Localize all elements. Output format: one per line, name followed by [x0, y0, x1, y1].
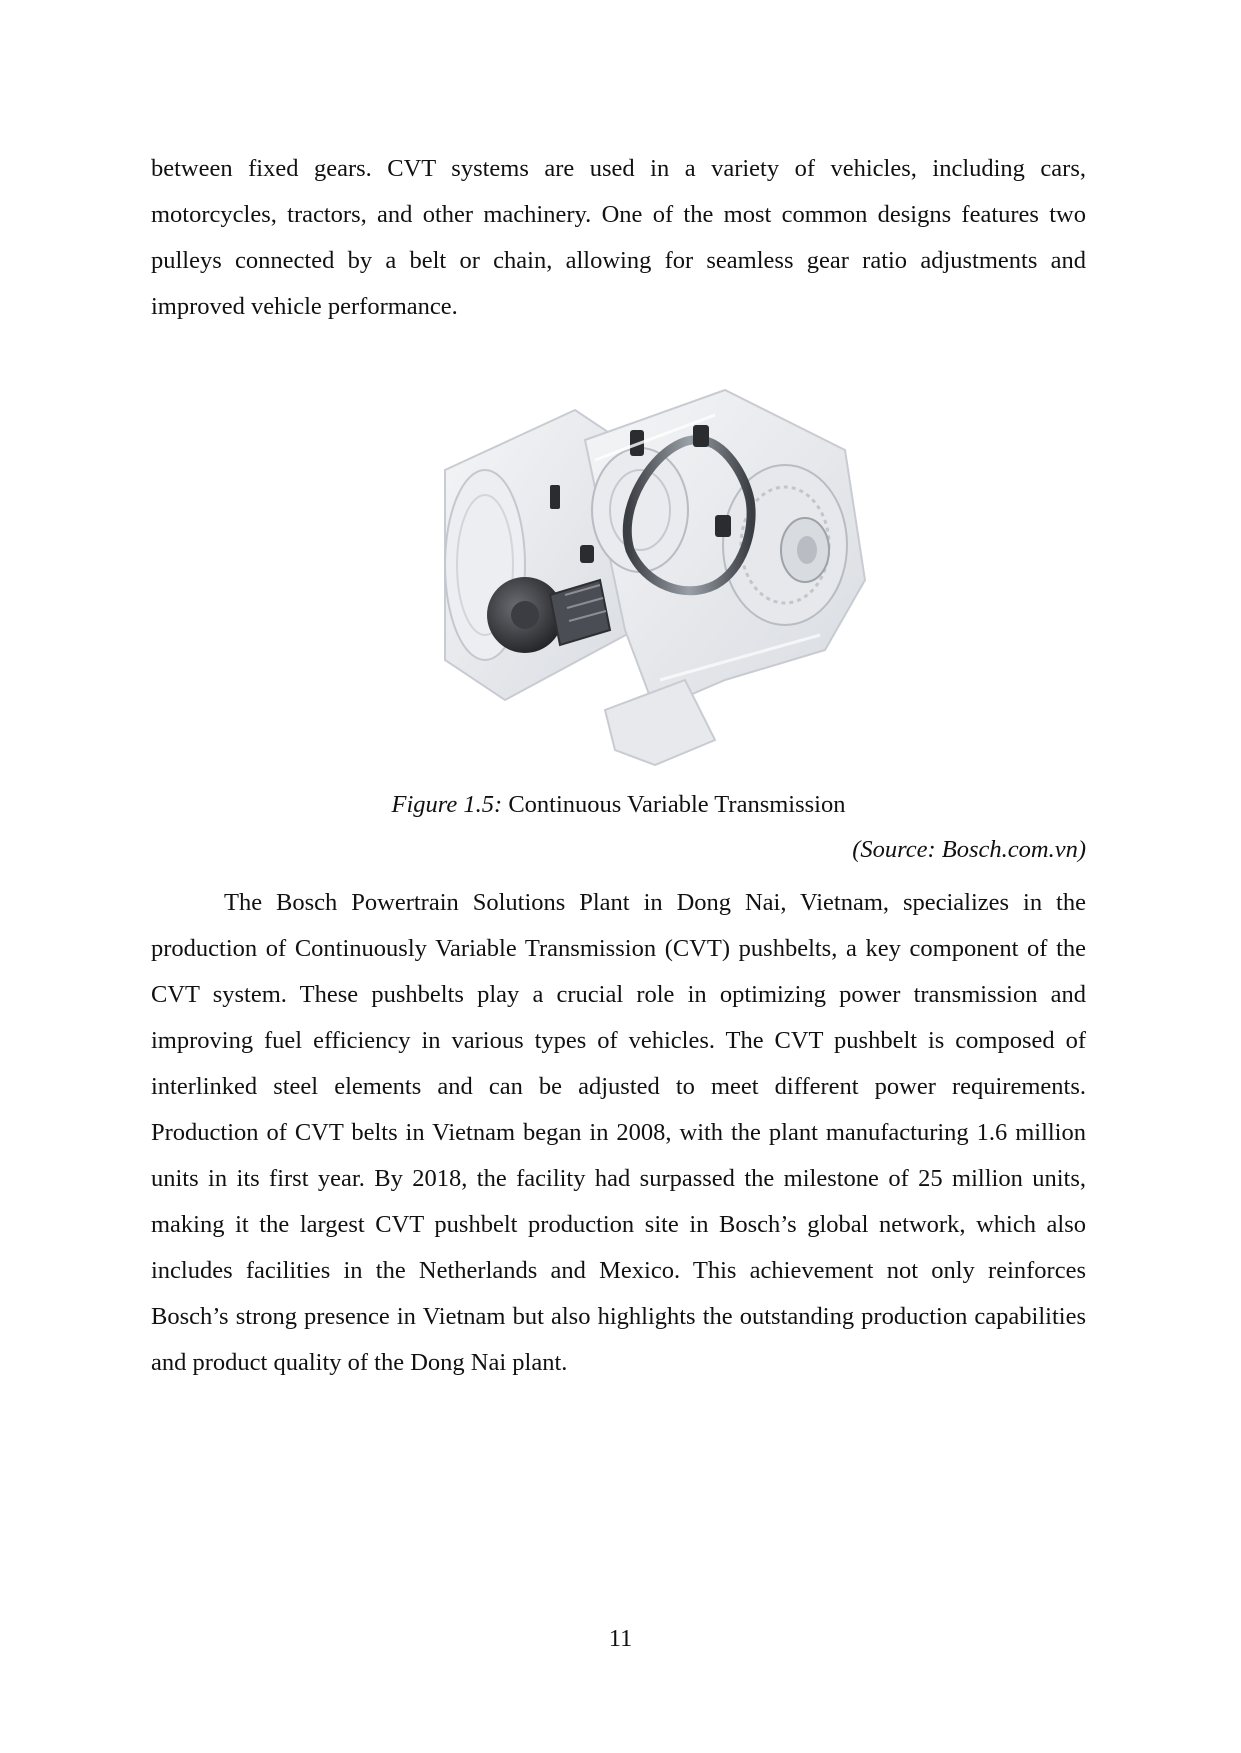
figure-source: (Source: Bosch.com.vn): [852, 836, 1086, 863]
cvt-transmission-image: [425, 380, 875, 770]
paragraph-bosch-plant: The Bosch Powertrain Solutions Plant in Dong Nai, Vietnam, specializes in the production of Continuously Variable Transmission (CVT) pushbelts, a key component of the CVT system. These pushbelts play a crucial role in optimizing power transmission and improving fuel efficiency in various types of vehicles. The CVT pushbelt is composed of interlinked steel elements and can be adjusted to meet different power requirements. Production of CVT belts in Vietnam began in 2008, with the plant manufacturing 1.6 million units in its first year. By 2018, the facility had surpassed the milestone of 25 million units, making it the largest CVT pushbelt production site in Bosch’s global network, which also includes facilities in the Netherlands and Mexico. This achievement not only reinforces Bosch’s strong presence in Vietnam but also highlights the outstanding production capabilities and product quality of the Dong Nai plant.: [151, 889, 1086, 1376]
figure-label: Figure 1.5:: [391, 791, 503, 818]
figure-title: Continuous Variable Transmission: [508, 791, 846, 818]
paragraph-cvt-continuation: between fixed gears. CVT systems are used in a variety of vehicles, including cars, motorcycles, tractors, and other machinery. One of the most common designs features two pulleys connected by a belt or chain, allowing for seamless gear ratio adjustments and improved vehicle performance.: [151, 155, 1086, 320]
figure-cvt-illustration: [425, 380, 875, 770]
page-number: 11: [608, 1625, 633, 1652]
figure-caption: [151, 788, 1086, 822]
